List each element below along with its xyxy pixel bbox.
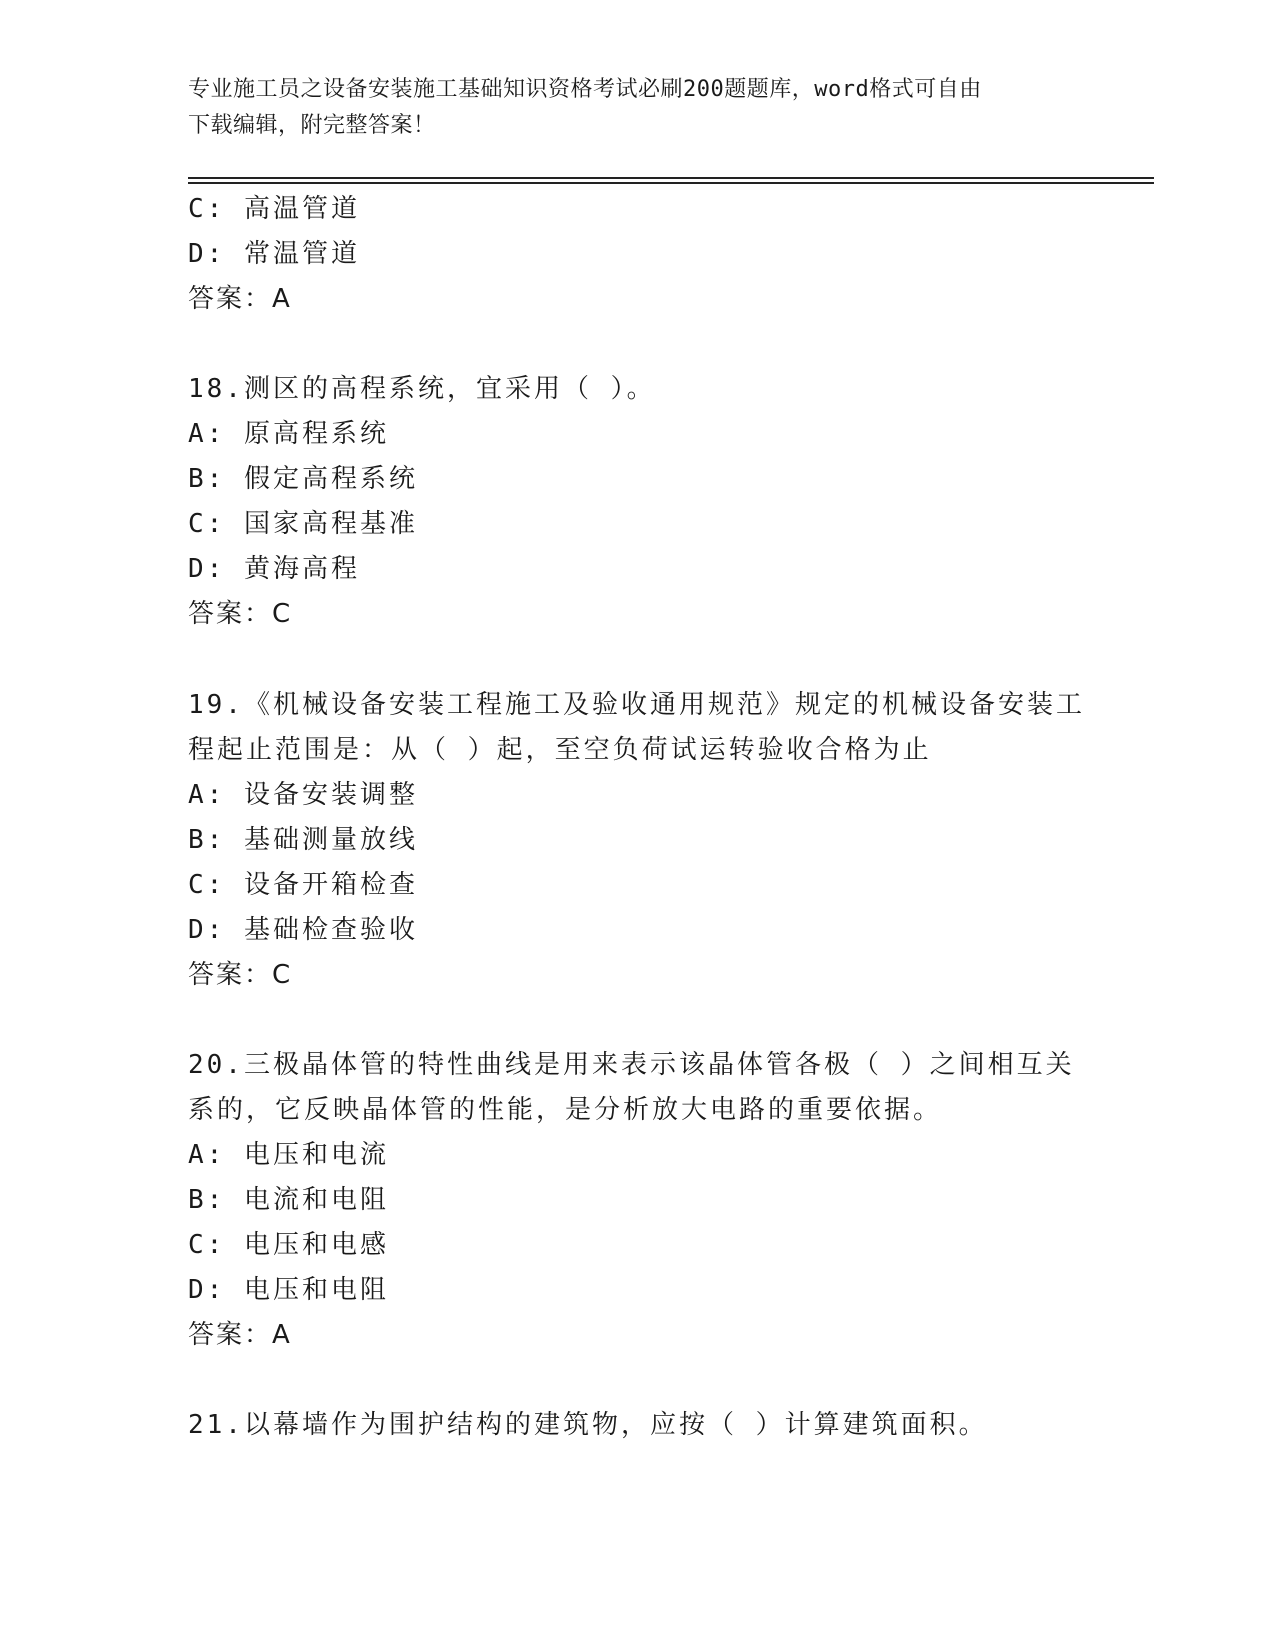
header-title-line-2: 下载编辑，附完整答案！ xyxy=(188,113,436,138)
q20-answer: 答案：A xyxy=(188,1320,292,1350)
q18-option-c: C: 国家高程基准 xyxy=(188,509,418,539)
header-divider-top xyxy=(188,177,1154,179)
q19-stem-line-1: 19.《机械设备安装工程施工及验收通用规范》规定的机械设备安装工 xyxy=(188,690,1085,720)
q18-option-a: A: 原高程系统 xyxy=(188,419,389,449)
q19-option-c: C: 设备开箱检查 xyxy=(188,870,418,900)
document-header xyxy=(188,72,1068,144)
q19-answer: 答案：C xyxy=(188,960,293,990)
q20-option-c: C: 电压和电感 xyxy=(188,1230,389,1260)
q19-option-b: B: 基础测量放线 xyxy=(188,825,418,855)
q18-answer: 答案：C xyxy=(188,599,293,629)
q20-option-d: D: 电压和电阻 xyxy=(188,1275,389,1305)
q17-option-d: D: 常温管道 xyxy=(188,239,360,269)
q20-option-b: B: 电流和电阻 xyxy=(188,1185,389,1215)
q17-answer: 答案：A xyxy=(188,284,292,314)
q18-stem: 18.测区的高程系统，宜采用（ ）。 xyxy=(188,374,656,404)
q19-option-d: D: 基础检查验收 xyxy=(188,915,418,945)
header-divider-bottom xyxy=(188,182,1154,184)
q18-option-d: D: 黄海高程 xyxy=(188,554,360,584)
q20-stem-line-1: 20.三极晶体管的特性曲线是用来表示该晶体管各极（ ）之间相互关 xyxy=(188,1050,1075,1080)
q21-stem: 21.以幕墙作为围护结构的建筑物，应按（ ）计算建筑面积。 xyxy=(188,1410,988,1440)
header-title-line-1: 专业施工员之设备安装施工基础知识资格考试必刷200题题库，word格式可自由 xyxy=(188,77,982,102)
q20-stem-line-2: 系的，它反映晶体管的性能，是分析放大电路的重要依据。 xyxy=(188,1095,943,1125)
q19-option-a: A: 设备安装调整 xyxy=(188,780,418,810)
q17-option-c: C: 高温管道 xyxy=(188,194,360,224)
q18-option-b: B: 假定高程系统 xyxy=(188,464,418,494)
q19-stem-line-2: 程起止范围是：从（ ）起，至空负荷试运转验收合格为止 xyxy=(188,735,932,765)
q20-option-a: A: 电压和电流 xyxy=(188,1140,389,1170)
